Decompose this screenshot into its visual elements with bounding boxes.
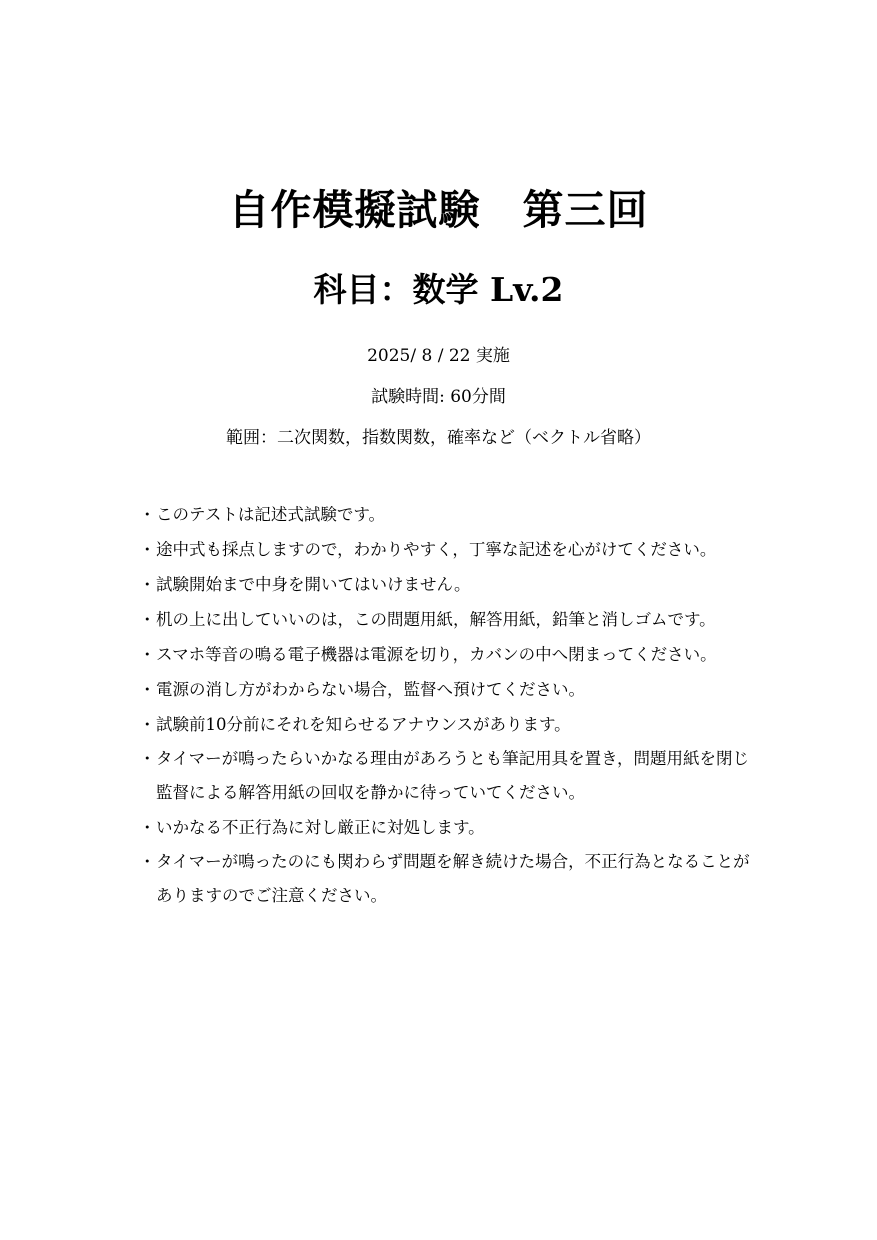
exam-duration: 試験時間: 60分間 bbox=[371, 387, 506, 407]
instruction-item bbox=[139, 637, 839, 672]
instruction-text: いかなる不正行為に対し厳正に対処します。 bbox=[156, 818, 485, 837]
instructions-list bbox=[139, 497, 839, 913]
instruction-item bbox=[139, 532, 839, 567]
instruction-text: 試験開始まで中身を開いてはいけません。 bbox=[156, 575, 471, 594]
bullet-icon: ・ bbox=[139, 715, 156, 734]
instruction-text-continued: ありますのでご注意ください。 bbox=[156, 886, 387, 905]
instruction-item bbox=[139, 810, 839, 845]
instruction-text-continued: 監督による解答用紙の回収を静かに待っていてください。 bbox=[156, 783, 585, 802]
instruction-item bbox=[139, 845, 839, 913]
bullet-icon: ・ bbox=[139, 505, 156, 524]
instruction-text: このテストは記述式試験です。 bbox=[156, 505, 386, 524]
instruction-item bbox=[139, 567, 839, 602]
exam-date: 2025/ 8 / 22 実施 bbox=[367, 346, 510, 366]
bullet-icon: ・ bbox=[139, 540, 156, 559]
bullet-icon: ・ bbox=[139, 575, 156, 594]
instruction-text: 電源の消し方がわからない場合，監督へ預けてください。 bbox=[156, 680, 585, 699]
bullet-icon: ・ bbox=[139, 680, 156, 699]
instruction-item bbox=[139, 602, 839, 637]
instruction-text: 試験前10分前にそれを知らせるアナウンスがあります。 bbox=[156, 715, 571, 734]
exam-subject: 科目：数学 Lv.2 bbox=[313, 270, 564, 309]
bullet-icon: ・ bbox=[139, 645, 156, 664]
instruction-text: タイマーが鳴ったらいかなる理由があろうとも筆記用具を置き，問題用紙を閉じ bbox=[156, 749, 750, 768]
exam-scope: 範囲：二次関数，指数関数，確率など（ベクトル省略） bbox=[226, 428, 651, 448]
bullet-icon: ・ bbox=[139, 749, 156, 768]
bullet-icon: ・ bbox=[139, 610, 156, 629]
bullet-icon: ・ bbox=[139, 818, 156, 837]
exam-title: 自作模擬試験 第三回 bbox=[228, 186, 649, 234]
instruction-text: 途中式も採点しますので，わかりやすく，丁寧な記述を心がけてください。 bbox=[156, 540, 717, 559]
instruction-item bbox=[139, 497, 839, 532]
instruction-item bbox=[139, 707, 839, 742]
instruction-text: スマホ等音の鳴る電子機器は電源を切り，カバンの中へ閉まってください。 bbox=[156, 645, 717, 664]
instruction-item bbox=[139, 672, 839, 707]
bullet-icon: ・ bbox=[139, 852, 156, 871]
instruction-item bbox=[139, 742, 839, 810]
instruction-text: 机の上に出していいのは，この問題用紙，解答用紙，鉛筆と消しゴムです。 bbox=[156, 610, 716, 629]
instruction-text: タイマーが鳴ったのにも関わらず問題を解き続けた場合，不正行為となることが bbox=[156, 852, 750, 871]
